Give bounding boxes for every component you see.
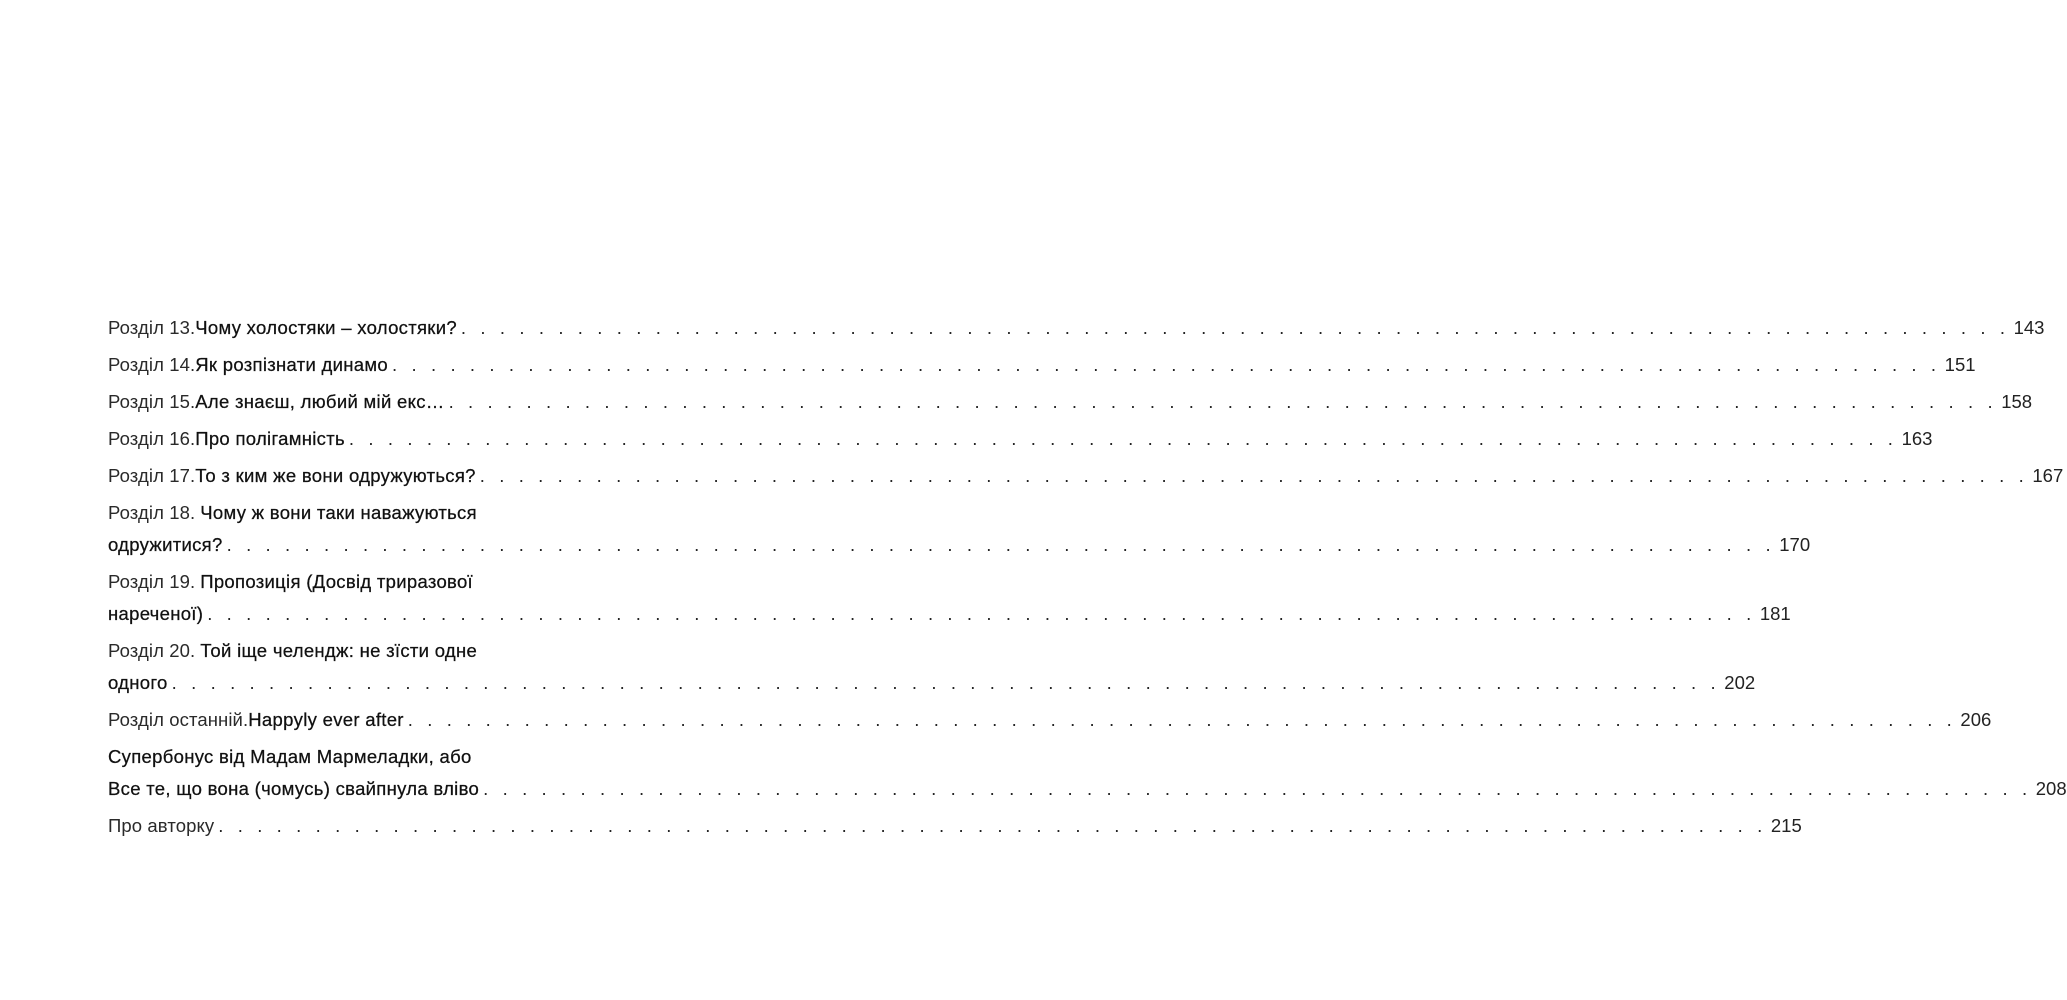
toc-chapter-label: Розділ 18.: [108, 502, 196, 523]
toc-entry[interactable]: [108, 423, 1933, 455]
toc-page-number: 215: [1770, 815, 1802, 836]
toc-entry-line: [108, 312, 2045, 344]
toc-entry-line: [108, 635, 566, 667]
toc-chapter-label: Розділ 20.: [108, 640, 196, 661]
toc-page-number: 167: [2032, 465, 2064, 486]
toc-entry-line: [108, 497, 566, 529]
dot-leader: . . . . . . . . . . . . . . . . . . . . . . . . . . . . . . . . . . . . . . . . . . . . . . . . . . . . . . . . . . . . . . . . . . . . . . . . . . . . . . . .: [460, 317, 2010, 338]
dot-leader: . . . . . . . . . . . . . . . . . . . . . . . . . . . . . . . . . . . . . . . . . . . . . . . . . . . . . . . . . . . . . . . . . . . . . . . . . . . . . . . .: [407, 709, 1957, 730]
toc-chapter-title: Супербонус від Мадам Мармеладки, або: [108, 746, 472, 767]
toc-chapter-title: Чому ж вони таки наважуються: [200, 502, 477, 523]
dot-leader: . . . . . . . . . . . . . . . . . . . . . . . . . . . . . . . . . . . . . . . . . . . . . . . . . . . . . . . . . . . . . . . . . . . . . . . . . . . . . . . .: [392, 354, 1941, 375]
toc-entry-line: [108, 460, 2064, 492]
toc-chapter-label: Розділ 16.: [108, 428, 196, 449]
toc-chapter-label: Розділ 14.: [108, 354, 196, 375]
toc-chapter-title: Той іще челендж: не зїсти одне: [200, 640, 478, 661]
toc-chapter-title: Але знаєш, любий мій екс…: [195, 391, 445, 412]
toc-entry[interactable]: [108, 635, 1756, 699]
toc-entry-line: [108, 810, 1802, 842]
toc-chapter-title: Все те, що вона (чомусь) свайпнула вліво: [108, 778, 480, 799]
toc-entry[interactable]: [108, 312, 2045, 344]
toc-page-number: 208: [2035, 778, 2067, 799]
toc-entry[interactable]: [108, 349, 1976, 381]
toc-chapter-label: Розділ 19.: [108, 571, 196, 592]
dot-leader: . . . . . . . . . . . . . . . . . . . . . . . . . . . . . . . . . . . . . . . . . . . . . . . . . . . . . . . . . . . . . . . . . . . . . . . . . . . . . . . .: [348, 428, 1898, 449]
toc-chapter-label: Розділ 17.: [108, 465, 196, 486]
toc-entry[interactable]: [108, 460, 2064, 492]
toc-entry-line: [108, 598, 1791, 630]
toc-chapter-title: То з ким же вони одружуються?: [195, 465, 476, 486]
dot-leader: . . . . . . . . . . . . . . . . . . . . . . . . . . . . . . . . . . . . . . . . . . . . . . . . . . . . . . . . . . . . . . . . . . . . . . . . . . . . . . . .: [171, 672, 1721, 693]
toc-entry[interactable]: [108, 386, 2033, 418]
dot-leader: . . . . . . . . . . . . . . . . . . . . . . . . . . . . . . . . . . . . . . . . . . . . . . . . . . . . . . . . . . . . . . . . . . . . . . . . . . . . . . . .: [448, 391, 1998, 412]
toc-chapter-label: Про авторку: [108, 815, 215, 836]
dot-leader: . . . . . . . . . . . . . . . . . . . . . . . . . . . . . . . . . . . . . . . . . . . . . . . . . . . . . . . . . . . . . . . . . . . . . . . . . . . . . . . .: [479, 465, 2029, 486]
toc-entry-line: [108, 704, 1992, 736]
toc-entry[interactable]: [108, 704, 1992, 736]
dot-leader: . . . . . . . . . . . . . . . . . . . . . . . . . . . . . . . . . . . . . . . . . . . . . . . . . . . . . . . . . . . . . . . . . . . . . . . . . . . . . . . .: [218, 815, 1767, 836]
toc-page-number: 158: [2001, 391, 2033, 412]
table-of-contents: [108, 312, 2067, 847]
toc-chapter-label: Розділ останній.: [108, 709, 249, 730]
toc-chapter-label: Розділ 15.: [108, 391, 196, 412]
toc-chapter-title: нареченої): [108, 603, 204, 624]
toc-page-number: 181: [1759, 603, 1791, 624]
toc-page-number: 202: [1724, 672, 1756, 693]
toc-entry[interactable]: [108, 566, 1791, 630]
toc-chapter-title: Пропозиція (Досвід триразової: [200, 571, 473, 592]
toc-entry-line: [108, 386, 2033, 418]
toc-page-number: 151: [1944, 354, 1976, 375]
toc-entry-line: [108, 741, 566, 773]
toc-entry[interactable]: [108, 810, 1802, 842]
toc-entry[interactable]: [108, 497, 1811, 561]
toc-chapter-title: Чому холостяки – холостяки?: [195, 317, 457, 338]
toc-chapter-title: Happyly ever after: [248, 709, 404, 730]
dot-leader: . . . . . . . . . . . . . . . . . . . . . . . . . . . . . . . . . . . . . . . . . . . . . . . . . . . . . . . . . . . . . . . . . . . . . . . . . . . . . . . .: [226, 534, 1776, 555]
toc-chapter-label: Розділ 13.: [108, 317, 196, 338]
toc-chapter-title: Як розпізнати динамо: [195, 354, 388, 375]
toc-page-number: 163: [1901, 428, 1933, 449]
dot-leader: . . . . . . . . . . . . . . . . . . . . . . . . . . . . . . . . . . . . . . . . . . . . . . . . . . . . . . . . . . . . . . . . . . . . . . . . . . . . . . . .: [483, 778, 2032, 799]
toc-page-number: 170: [1779, 534, 1811, 555]
toc-entry-line: [108, 529, 1811, 561]
toc-chapter-title: одружитися?: [108, 534, 223, 555]
toc-page-number: 206: [1960, 709, 1992, 730]
toc-entry-line: [108, 667, 1756, 699]
dot-leader: . . . . . . . . . . . . . . . . . . . . . . . . . . . . . . . . . . . . . . . . . . . . . . . . . . . . . . . . . . . . . . . . . . . . . . . . . . . . . . . .: [207, 603, 1756, 624]
toc-entry[interactable]: [108, 741, 2067, 805]
toc-entry-line: [108, 566, 566, 598]
toc-chapter-title: одного: [108, 672, 168, 693]
toc-page-number: 143: [2013, 317, 2045, 338]
toc-entry-line: [108, 423, 1933, 455]
toc-entry-line: [108, 773, 2067, 805]
toc-chapter-title: Про полігамність: [195, 428, 345, 449]
toc-entry-line: [108, 349, 1976, 381]
